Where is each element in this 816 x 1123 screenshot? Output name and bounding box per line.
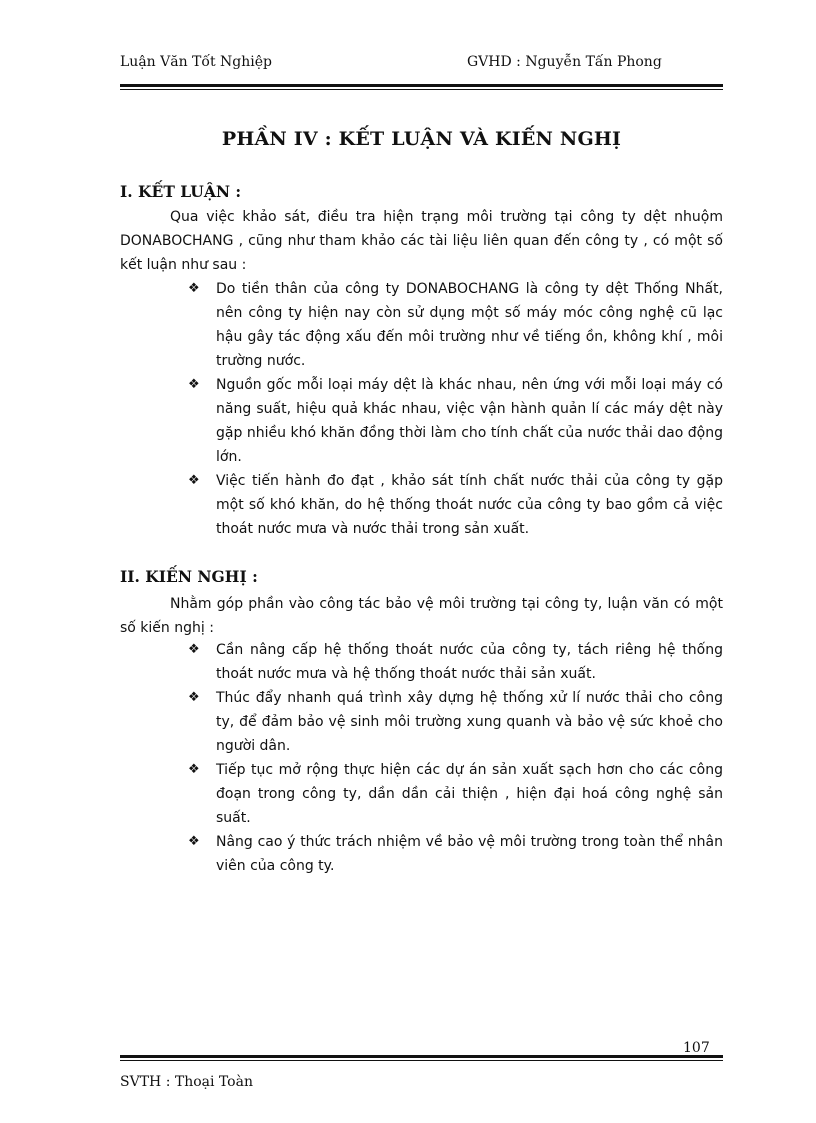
four-diamond-bullet-icon: ❖	[188, 642, 200, 657]
four-diamond-bullet-icon: ❖	[188, 762, 200, 777]
section-heading-recommendation: II. KIẾN NGHỊ :	[120, 567, 258, 586]
footer-divider	[120, 1055, 723, 1061]
page-header	[120, 54, 720, 76]
list-item: ❖ Nguồn gốc mỗi loại máy dệt là khác nhau, nên ứng với mỗi loại máy có năng suất, hiệu quả khác nhau, việc vận hành quản lí các máy dệt này gặp nhiều khó khăn đồng thời làm cho tính chất của nước thải dao động lớn.	[188, 373, 723, 469]
header-advisor-label: GVHD : Nguyễn Tấn Phong	[467, 54, 662, 70]
list-item: ❖ Cần nâng cấp hệ thống thoát nước của công ty, tách riêng hệ thống thoát nước mưa và hệ thống thoát nước thải sản xuất.	[188, 638, 723, 686]
four-diamond-bullet-icon: ❖	[188, 690, 200, 705]
page-footer: SVTH : Thoại Toàn	[120, 1074, 253, 1090]
header-thesis-label: Luận Văn Tốt Nghiệp	[120, 54, 272, 70]
list-item: ❖ Tiếp tục mở rộng thực hiện các dự án sản xuất sạch hơn cho các công đoạn trong công ty, dần dần cải thiện , hiện đại hoá công nghệ sản suất.	[188, 758, 723, 830]
page-title: PHẦN IV : KẾT LUẬN VÀ KIẾN NGHỊ	[221, 128, 622, 150]
four-diamond-bullet-icon: ❖	[188, 377, 200, 392]
list-item: ❖ Do tiền thân của công ty DONABOCHANG là công ty dệt Thống Nhất, nên công ty hiện nay còn sử dụng một số máy móc công nghệ cũ lạc hậu gây tác động xấu đến môi trường như về tiếng ồn, không khí , môi trường nước.	[188, 277, 723, 373]
header-divider	[120, 84, 723, 90]
four-diamond-bullet-icon: ❖	[188, 473, 200, 488]
list-item: ❖ Việc tiến hành đo đạt , khảo sát tính chất nước thải của công ty gặp một số khó khăn, do hệ thống thoát nước của công ty bao gồm cả việc thoát nước mưa và nước thải trong sản xuất.	[188, 469, 723, 541]
four-diamond-bullet-icon: ❖	[188, 281, 200, 296]
four-diamond-bullet-icon: ❖	[188, 834, 200, 849]
list-item: ❖ Nâng cao ý thức trách nhiệm về bảo vệ môi trường trong toàn thể nhân viên của công ty.	[188, 830, 723, 878]
list-item: ❖ Thúc đẩy nhanh quá trình xây dựng hệ thống xử lí nước thải cho công ty, để đảm bảo vệ sinh môi trường xung quanh và bảo vệ sức khoẻ cho người dân.	[188, 686, 723, 758]
recommendation-list	[188, 638, 723, 878]
recommendation-intro: Nhằm góp phần vào công tác bảo vệ môi trường tại công ty, luận văn có một số kiến nghị :	[120, 596, 723, 636]
conclusion-list	[188, 277, 723, 541]
section-heading-conclusion: I. KẾT LUẬN :	[120, 182, 242, 201]
conclusion-intro: Qua việc khảo sát, điều tra hiện trạng môi trường tại công ty dệt nhuộm DONABOCHANG , cũng như tham khảo các tài liệu liên quan đến công ty , có một số kết luận như sau :	[120, 209, 723, 273]
page-number: 107	[683, 1040, 710, 1056]
